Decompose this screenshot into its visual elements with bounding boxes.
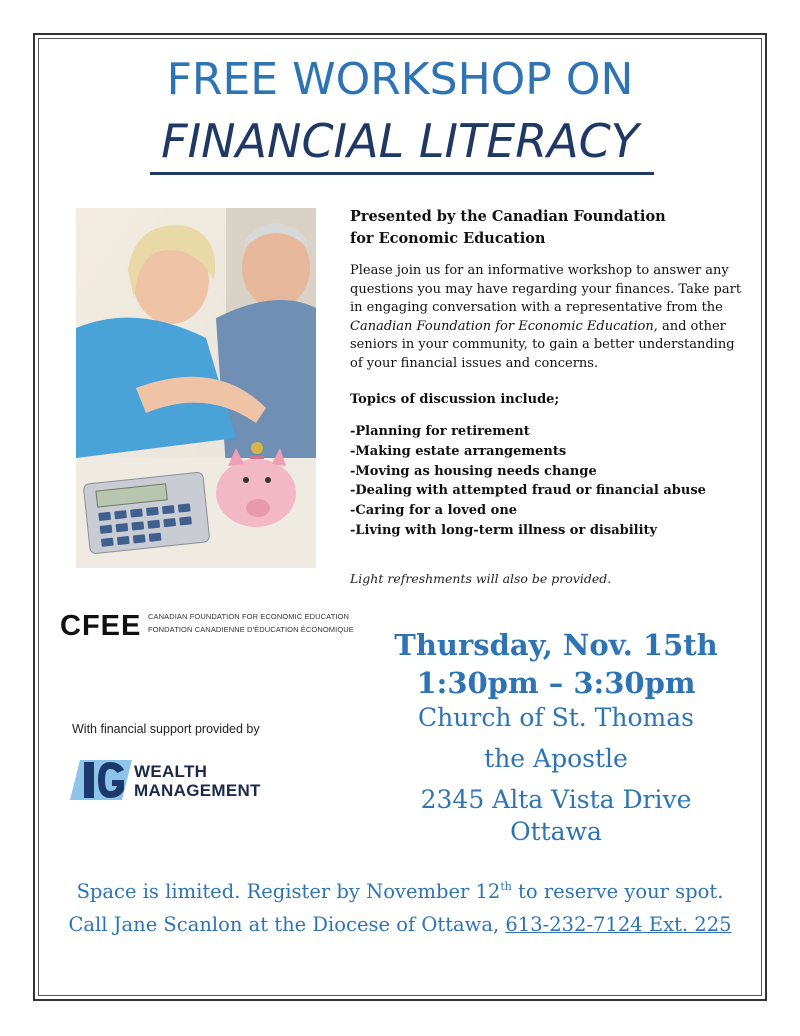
registration-text: Space is limited. Register by November 12 bbox=[76, 880, 501, 903]
registration-text-end: to reserve your spot. bbox=[511, 880, 724, 903]
topic-item: -Moving as housing needs change bbox=[350, 463, 597, 479]
presenter-line-2: for Economic Education bbox=[350, 230, 546, 247]
cfee-logo-french: FONDATION CANADIENNE D'ÉDUCATION ÉCONOMIQUE bbox=[148, 625, 354, 634]
intro-text-2: , and other seniors in your community, to gain a better understanding of your financial issues and concerns. bbox=[350, 318, 735, 371]
ig-wealth-logo bbox=[70, 752, 290, 808]
title-line-2: FINANCIAL LITERACY bbox=[161, 114, 639, 168]
ig-logo-line-2: MANAGEMENT bbox=[134, 781, 261, 800]
event-venue-line-1: Church of St. Thomas bbox=[418, 703, 694, 732]
event-venue-line-2: the Apostle bbox=[484, 744, 628, 773]
topics-list bbox=[350, 422, 750, 541]
ordinal-suffix: th bbox=[500, 880, 512, 893]
support-text: With financial support provided by bbox=[72, 722, 260, 736]
ig-logo-icon bbox=[70, 752, 132, 808]
phone-link[interactable]: 613-232-7124 Ext. 225 bbox=[505, 913, 732, 936]
registration-note bbox=[40, 880, 760, 903]
cfee-logo-english: CANADIAN FOUNDATION FOR ECONOMIC EDUCATION bbox=[148, 612, 350, 621]
event-time: 1:30pm – 3:30pm bbox=[416, 666, 696, 700]
contact-line bbox=[40, 913, 760, 936]
title-underline bbox=[150, 172, 654, 175]
intro-paragraph bbox=[350, 262, 750, 374]
ig-logo-line-1: WEALTH bbox=[134, 762, 208, 781]
topic-item: -Dealing with attempted fraud or financial abuse bbox=[350, 483, 706, 499]
cfee-logo-mark: CFEE bbox=[60, 610, 142, 642]
topic-item: -Making estate arrangements bbox=[350, 443, 567, 459]
topic-item: -Living with long-term illness or disability bbox=[350, 522, 658, 538]
presenter-line-1: Presented by the Canadian Foundation bbox=[350, 208, 666, 225]
topics-heading: Topics of discussion include; bbox=[350, 392, 560, 407]
event-address: 2345 Alta Vista Drive bbox=[420, 785, 692, 814]
topic-item: -Caring for a loved one bbox=[350, 503, 518, 519]
seniors-piggy-bank-photo bbox=[76, 208, 316, 568]
topic-item: -Planning for retirement bbox=[350, 424, 530, 439]
intro-text-1: Please join us for an informative workshop to answer any questions you may have regarding your finances. Take part in engaging conversation with a representative from the bbox=[350, 263, 742, 316]
event-date: Thursday, Nov. 15th bbox=[394, 628, 718, 662]
intro-org-name: Canadian Foundation for Economic Education bbox=[350, 318, 654, 334]
title-line-1: FREE WORKSHOP ON bbox=[166, 54, 634, 105]
event-city: Ottawa bbox=[510, 817, 602, 846]
cfee-logo bbox=[60, 606, 354, 642]
refreshments-note: Light refreshments will also be provided. bbox=[350, 571, 612, 586]
presenter-block bbox=[350, 206, 750, 250]
contact-text: Call Jane Scanlon at the Diocese of Ottawa, bbox=[68, 913, 506, 936]
